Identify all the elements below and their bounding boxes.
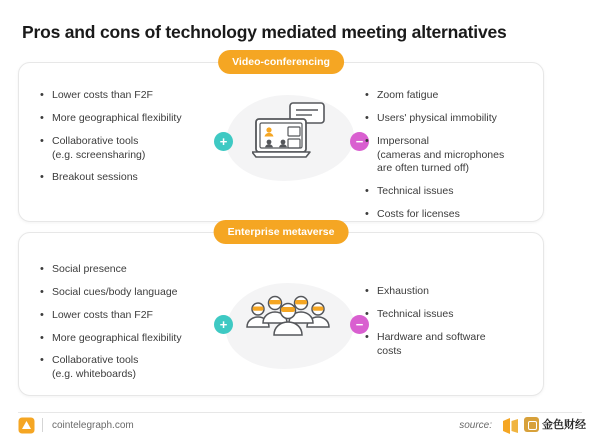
- page-title: Pros and cons of technology mediated meeting alternatives: [22, 21, 507, 42]
- footer-brand-text: cointelegraph.com: [52, 420, 134, 431]
- list-item: [39, 332, 219, 346]
- list-item-text: Collaborative tools: [52, 134, 139, 147]
- illustration-avatar-group: [219, 275, 364, 385]
- list-item-text: Users' physical immobility: [377, 111, 497, 124]
- list-item-subtext: (cameras and microphones: [377, 148, 505, 161]
- list-item: [39, 171, 219, 185]
- card-enterprise-metaverse: [18, 226, 544, 396]
- list-item-text: Costs for licenses: [377, 208, 460, 221]
- badge-enterprise-metaverse: Enterprise metaverse: [214, 220, 349, 244]
- illustration-video-call: [219, 87, 364, 197]
- list-item-text: Hardware and software: [377, 330, 486, 343]
- plus-sign-badge: +: [214, 132, 233, 151]
- list-item: [364, 208, 539, 222]
- laptop-video-call-icon: [252, 101, 332, 168]
- list-item: [39, 89, 219, 103]
- watermark-text: 金色财经: [542, 419, 586, 431]
- list-item-text: Breakout sessions: [52, 171, 138, 184]
- list-item-text: Lower costs than F2F: [52, 308, 153, 321]
- list-item: [364, 89, 539, 103]
- list-item: [364, 285, 539, 299]
- footer-separator: [42, 418, 43, 432]
- list-item-subtext: (e.g. screensharing): [52, 148, 146, 161]
- list-item-text: More geographical flexibility: [52, 111, 182, 124]
- pros-list-metaverse: [39, 263, 219, 391]
- avatar-group-icon: [242, 291, 334, 352]
- list-item: [39, 263, 219, 277]
- card-video-conferencing: [18, 56, 544, 222]
- list-item-text: Technical issues: [377, 307, 454, 320]
- list-item: [364, 135, 539, 177]
- list-item-text: Exhaustion: [377, 285, 429, 297]
- list-item-text: More geographical flexibility: [52, 331, 182, 344]
- list-item-subtext: costs: [377, 344, 402, 357]
- list-item-text: Social presence: [52, 263, 127, 275]
- list-item: [39, 354, 219, 382]
- plus-sign-badge: +: [214, 315, 233, 334]
- list-item-subtext: (e.g. whiteboards): [52, 368, 137, 381]
- list-item-subtext: are often turned off): [377, 162, 470, 175]
- list-item: [364, 185, 539, 199]
- list-item-text: Zoom fatigue: [377, 89, 439, 101]
- badge-video-conferencing: Video-conferencing: [218, 50, 344, 74]
- list-item: [39, 286, 219, 300]
- cons-list-metaverse: [364, 285, 539, 367]
- list-item: [364, 308, 539, 322]
- list-item: [364, 331, 539, 359]
- list-item-text: Social cues/body language: [52, 285, 178, 298]
- pros-list-video: [39, 89, 219, 194]
- footer-divider-line: [18, 412, 582, 413]
- list-item-text: Collaborative tools: [52, 354, 139, 367]
- list-item-text: Technical issues: [377, 185, 454, 198]
- source-label: source:: [459, 420, 492, 431]
- watermark-logo-icon: [524, 417, 539, 432]
- minus-sign-badge: −: [350, 132, 369, 151]
- list-item: [39, 112, 219, 126]
- minus-sign-badge: −: [350, 315, 369, 334]
- watermark: [524, 416, 586, 432]
- list-item-text: Lower costs than F2F: [52, 89, 153, 101]
- list-item: [39, 135, 219, 163]
- list-item-text: Impersonal: [377, 134, 429, 147]
- list-item: [364, 112, 539, 126]
- list-item: [39, 309, 219, 323]
- source-logo-icon: [500, 415, 522, 437]
- cointelegraph-logo-icon: [18, 417, 35, 434]
- cons-list-video: [364, 89, 539, 231]
